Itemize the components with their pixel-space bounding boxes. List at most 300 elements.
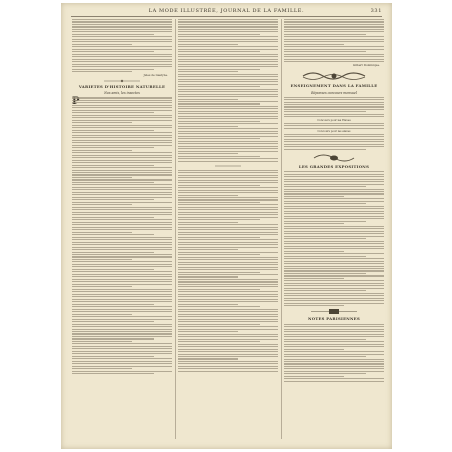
text-line — [178, 217, 278, 218]
text-line — [178, 244, 278, 245]
text-line — [178, 51, 260, 52]
text-line — [72, 306, 172, 307]
text-line — [284, 174, 384, 175]
text-line — [178, 56, 278, 57]
text-line — [284, 344, 384, 345]
text-line — [284, 176, 384, 177]
text-line — [178, 111, 278, 112]
text-line — [72, 36, 172, 37]
text-line — [284, 24, 384, 25]
text-line — [72, 125, 172, 126]
article-subtitle: Nos amis, les insectes — [104, 91, 140, 96]
text-line — [178, 272, 260, 273]
text-line — [72, 261, 172, 262]
text-line — [284, 56, 384, 57]
text-line — [284, 97, 384, 98]
text-line — [178, 136, 278, 137]
text-line — [178, 177, 278, 178]
text-line — [72, 286, 132, 287]
text-line — [72, 46, 172, 47]
text-line — [178, 143, 278, 144]
text-line — [72, 242, 172, 243]
text-line — [178, 24, 278, 25]
text-line — [284, 324, 384, 325]
text-line — [284, 290, 366, 291]
left-column — [72, 19, 172, 444]
text-line — [178, 321, 278, 322]
text-line — [284, 54, 384, 55]
text-line — [284, 341, 384, 342]
text-line — [284, 61, 384, 62]
running-title: LA MODE ILLUSTRÉE, JOURNAL DE LA FAMILLE. — [148, 8, 305, 14]
text-line — [284, 226, 384, 227]
text-line — [178, 311, 278, 312]
text-line — [72, 356, 154, 357]
text-line — [178, 229, 278, 230]
text-line — [178, 146, 278, 147]
text-line — [72, 26, 172, 27]
text-line — [284, 104, 384, 105]
text-line — [284, 371, 384, 372]
text-line — [72, 19, 172, 20]
text-line — [178, 91, 278, 92]
text-line — [284, 213, 384, 214]
notes-ornament-icon — [309, 308, 359, 315]
text-line — [284, 293, 384, 294]
text-line — [72, 371, 172, 372]
text-line — [284, 99, 384, 100]
text-line — [284, 218, 384, 219]
text-line — [284, 243, 384, 244]
text-line — [284, 19, 384, 20]
text-line — [72, 338, 154, 339]
text-line — [72, 252, 154, 253]
text-line — [178, 234, 278, 235]
text-line — [284, 211, 384, 212]
text-line — [72, 127, 172, 128]
column-divider-1 — [175, 19, 176, 439]
text-line — [284, 359, 384, 360]
text-line — [72, 358, 172, 359]
article-title: VARIÉTÉS D'HISTOIRE NATURELLE — [78, 85, 166, 90]
text-line — [72, 132, 172, 133]
text-line — [178, 34, 260, 35]
text-line — [72, 122, 132, 123]
text-line — [72, 324, 172, 325]
text-line — [284, 373, 366, 374]
text-line — [284, 144, 384, 145]
text-line — [178, 336, 278, 337]
text-line — [178, 366, 278, 367]
text-line — [284, 381, 384, 382]
text-line — [178, 66, 278, 67]
text-line — [284, 149, 366, 150]
text-line — [178, 309, 278, 310]
text-line — [72, 366, 172, 367]
text-line — [72, 331, 172, 332]
text-line — [284, 231, 384, 232]
text-line — [178, 354, 278, 355]
decorative-banner-icon — [299, 69, 369, 82]
text-line — [178, 113, 278, 114]
text-line — [72, 254, 172, 255]
text-line — [284, 349, 344, 350]
text-line — [178, 242, 278, 243]
text-line — [72, 224, 172, 225]
text-line — [284, 34, 366, 35]
text-line — [284, 300, 384, 301]
text-line — [72, 199, 154, 200]
text-line — [178, 214, 278, 215]
text-line — [178, 126, 238, 127]
text-line — [72, 61, 172, 62]
text-line — [178, 76, 278, 77]
text-line — [72, 373, 154, 374]
text-line — [178, 204, 278, 205]
text-line — [178, 44, 238, 45]
text-line — [72, 66, 172, 67]
text-line — [72, 112, 154, 113]
text-line — [178, 259, 278, 260]
text-line — [178, 257, 278, 258]
text-line — [72, 194, 172, 195]
text-line — [284, 196, 344, 197]
text-line — [178, 151, 278, 152]
text-line — [72, 232, 132, 233]
text-line — [72, 299, 172, 300]
text-line — [72, 244, 172, 245]
text-line — [72, 326, 172, 327]
text-line — [284, 238, 366, 239]
text-line — [284, 339, 366, 340]
text-line — [178, 185, 260, 186]
text-line — [72, 363, 172, 364]
text-line — [178, 106, 278, 107]
text-line — [178, 299, 278, 300]
text-line — [72, 346, 172, 347]
text-line — [72, 264, 172, 265]
text-line — [72, 187, 172, 188]
text-line — [284, 51, 366, 52]
text-line — [178, 209, 278, 210]
text-line — [284, 270, 384, 271]
decorative-vignette-icon — [312, 152, 356, 163]
text-line — [72, 234, 154, 235]
text-line — [178, 341, 260, 342]
text-line — [72, 24, 172, 25]
text-line — [72, 165, 154, 166]
text-line — [178, 361, 278, 362]
text-line — [178, 79, 278, 80]
text-line — [72, 56, 172, 57]
text-line — [284, 139, 384, 140]
text-line — [178, 294, 278, 295]
right-signature: Gilbert Dominique. — [352, 62, 380, 67]
text-line — [178, 61, 278, 62]
text-line — [284, 36, 384, 37]
text-line — [284, 336, 384, 337]
text-line — [284, 29, 384, 30]
text-line — [178, 339, 278, 340]
text-line — [178, 195, 238, 196]
text-line — [72, 301, 172, 302]
text-line — [284, 223, 344, 224]
text-line — [178, 199, 278, 200]
text-line — [72, 289, 172, 290]
text-line — [178, 69, 260, 70]
text-line — [72, 219, 172, 220]
text-line — [72, 71, 132, 72]
text-line — [284, 123, 384, 124]
text-line — [72, 247, 172, 248]
text-line — [178, 99, 238, 100]
text-line — [72, 237, 172, 238]
text-line — [178, 358, 238, 359]
text-line — [178, 192, 278, 193]
text-line — [178, 84, 278, 85]
text-line — [72, 64, 172, 65]
text-line — [72, 97, 172, 98]
text-line — [178, 264, 278, 265]
text-line — [178, 138, 260, 139]
text-line — [72, 102, 172, 103]
text-line — [284, 278, 344, 279]
text-line — [72, 284, 172, 285]
text-line — [284, 258, 384, 259]
header-rule — [71, 16, 382, 17]
text-line — [178, 54, 278, 55]
text-line — [284, 236, 384, 237]
text-line — [178, 64, 278, 65]
box-subtitle: Réponses concours mensuel — [311, 90, 357, 95]
text-line — [72, 279, 172, 280]
text-line — [178, 224, 278, 225]
text-line — [178, 190, 278, 191]
text-line — [284, 228, 384, 229]
text-line — [284, 116, 384, 117]
text-line — [284, 253, 384, 254]
text-line — [72, 304, 154, 305]
text-line — [178, 227, 278, 228]
text-line — [284, 21, 384, 22]
text-line — [178, 232, 278, 233]
text-line — [72, 172, 172, 173]
text-line — [284, 251, 344, 252]
text-line — [284, 136, 384, 137]
text-line — [284, 354, 384, 355]
text-line — [284, 46, 384, 47]
text-line — [284, 246, 384, 247]
text-line — [178, 346, 278, 347]
text-line — [72, 291, 172, 292]
text-line — [178, 156, 260, 157]
text-line — [72, 311, 172, 312]
text-line — [178, 29, 278, 30]
magazine-page — [61, 3, 392, 449]
text-line — [178, 141, 278, 142]
text-line — [178, 276, 238, 277]
text-line — [72, 239, 172, 240]
text-line — [178, 19, 278, 20]
text-line — [72, 343, 172, 344]
notes-title: NOTES PARISIENNES — [307, 317, 361, 322]
text-line — [178, 237, 260, 238]
text-line — [284, 31, 384, 32]
text-line — [284, 201, 384, 202]
text-line — [178, 351, 278, 352]
text-line — [178, 239, 278, 240]
text-line — [284, 329, 384, 330]
text-line — [284, 288, 384, 289]
text-line — [178, 319, 278, 320]
text-line — [72, 39, 172, 40]
text-line — [72, 69, 154, 70]
text-line — [284, 363, 384, 364]
text-line — [178, 249, 238, 250]
middle-column — [178, 19, 278, 444]
text-line — [72, 31, 172, 32]
text-line — [284, 186, 366, 187]
text-line — [72, 167, 172, 168]
page-number: 331 — [370, 8, 382, 14]
text-line — [178, 331, 238, 332]
text-line — [284, 376, 344, 377]
text-line — [178, 148, 278, 149]
text-line — [178, 133, 278, 134]
text-line — [284, 41, 384, 42]
text-line — [178, 31, 278, 32]
text-line — [178, 59, 278, 60]
text-line — [72, 353, 172, 354]
text-line — [284, 361, 384, 362]
text-line — [178, 158, 278, 159]
box-title: ENSEIGNEMENT DANS LA FAMILLE — [290, 84, 378, 89]
text-line — [72, 157, 172, 158]
text-line — [72, 361, 172, 362]
text-line — [284, 263, 384, 264]
text-line — [284, 111, 366, 112]
text-line — [72, 319, 172, 320]
text-line — [178, 180, 278, 181]
text-line — [72, 54, 172, 55]
sub-heading-2: Concours pour les élèves — [317, 130, 351, 134]
text-line — [72, 222, 172, 223]
text-line — [72, 110, 172, 111]
right-column — [284, 19, 384, 444]
text-line — [178, 103, 260, 104]
text-line — [72, 209, 172, 210]
middle-ornament — [213, 164, 243, 168]
text-line — [178, 81, 278, 82]
text-line — [72, 212, 172, 213]
text-line — [178, 344, 278, 345]
text-line — [72, 142, 172, 143]
column-divider-2 — [281, 19, 282, 439]
text-line — [284, 179, 384, 180]
text-line — [72, 152, 172, 153]
text-line — [72, 309, 172, 310]
text-line — [178, 131, 278, 132]
text-line — [72, 276, 172, 277]
text-line — [72, 182, 154, 183]
text-line — [178, 96, 278, 97]
text-line — [178, 334, 278, 335]
text-line — [178, 207, 278, 208]
text-line — [178, 41, 278, 42]
text-line — [72, 348, 172, 349]
text-line — [284, 114, 384, 115]
sub-heading-1: Concours pour les Élèves — [317, 118, 351, 122]
text-line — [284, 181, 384, 182]
text-line — [72, 147, 154, 148]
text-line — [178, 254, 260, 255]
text-line — [72, 140, 172, 141]
text-line — [284, 285, 384, 286]
text-line — [72, 256, 172, 257]
text-line — [178, 118, 278, 119]
text-line — [284, 221, 366, 222]
text-line — [178, 187, 278, 188]
text-line — [284, 171, 384, 172]
text-line — [178, 26, 278, 27]
text-line — [284, 248, 384, 249]
text-line — [72, 179, 172, 180]
text-line — [72, 281, 172, 282]
text-line — [72, 294, 172, 295]
text-line — [284, 280, 384, 281]
text-line — [178, 71, 238, 72]
text-line — [72, 117, 172, 118]
text-line — [284, 326, 384, 327]
text-line — [284, 125, 384, 126]
text-line — [72, 214, 172, 215]
text-line — [72, 34, 154, 35]
text-line — [178, 329, 278, 330]
text-line — [284, 268, 384, 269]
text-line — [284, 146, 384, 147]
text-line — [284, 106, 384, 107]
text-line — [284, 368, 384, 369]
text-line — [284, 233, 384, 234]
text-line — [178, 170, 278, 171]
text-line — [284, 191, 384, 192]
text-line — [72, 115, 172, 116]
text-line — [178, 314, 278, 315]
text-line — [178, 123, 278, 124]
text-line — [284, 128, 384, 129]
text-line — [284, 189, 384, 190]
text-line — [178, 371, 278, 372]
text-line — [72, 120, 172, 121]
text-line — [284, 346, 384, 347]
text-line — [178, 363, 278, 364]
text-line — [72, 135, 172, 136]
text-line — [72, 107, 172, 108]
text-line — [178, 291, 278, 292]
text-line — [72, 368, 132, 369]
text-line — [178, 281, 278, 282]
text-line — [284, 206, 384, 207]
text-line — [284, 295, 384, 296]
text-line — [178, 222, 238, 223]
text-line — [72, 59, 172, 60]
text-line — [178, 101, 278, 102]
text-line — [284, 134, 384, 135]
text-line — [178, 36, 278, 37]
text-line — [178, 356, 278, 357]
text-line — [178, 286, 278, 287]
text-line — [72, 170, 172, 171]
